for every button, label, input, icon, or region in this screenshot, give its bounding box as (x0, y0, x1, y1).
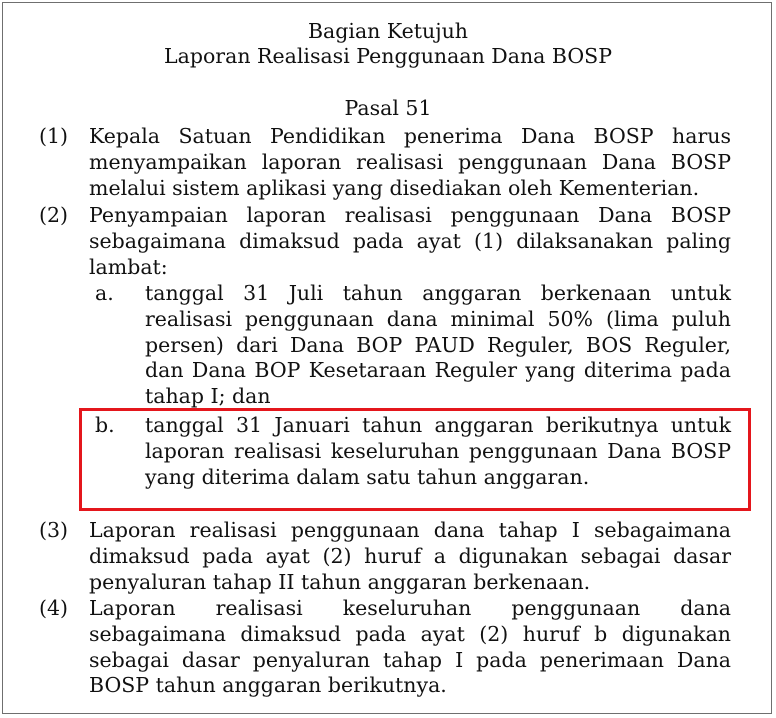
clause-2b-letter: b. (95, 413, 115, 437)
clause-2b-text: tanggal 31 Januari tahun anggaran berikutnya untuk laporan realisasi keseluruhan penggunaan Dana BOSP yang diterima dalam satu tahun anggaran. (145, 413, 731, 489)
clause-3-number: (3) (39, 518, 69, 542)
clause-4-text: Laporan realisasi keseluruhan penggunaan dana sebagaimana dimaksud pada ayat (2) huruf b digunakan sebagai dasar penyaluran tahap I pada penerimaan Dana BOSP tahun anggaran berikutnya. (89, 596, 731, 698)
clause-2a-text: tanggal 31 Juli tahun anggaran berkenaan untuk realisasi penggunaan dana minimal 50% (lima puluh persen) dari Dana BOP PAUD Reguler, BOS Reguler, dan Dana BOP Kesetaraan Reguler yang diterima pada tahap I; dan (145, 281, 731, 409)
clause-4-number: (4) (39, 596, 69, 620)
clause-1-number: (1) (39, 124, 69, 148)
clause-1-text: Kepala Satuan Pendidikan penerima Dana BOSP harus menyampaikan laporan realisasi penggunaan Dana BOSP melalui sistem aplikasi yang disediakan oleh Kementerian. (89, 124, 731, 200)
article-heading: Pasal 51 (344, 96, 432, 120)
section-title: Bagian Ketujuh (307, 19, 468, 43)
clause-3-text: Laporan realisasi penggunaan dana tahap I sebagaimana dimaksud pada ayat (2) huruf a digunakan sebagai dasar penyaluran tahap II tahun anggaran berkenaan. (89, 518, 731, 594)
clause-2-text: Penyampaian laporan realisasi penggunaan Dana BOSP sebagaimana dimaksud pada ayat (1) dilaksanakan paling lambat: (89, 203, 731, 279)
clause-2a-letter: a. (95, 281, 114, 305)
section-subtitle: Laporan Realisasi Penggunaan Dana BOSP (164, 44, 612, 68)
clause-2-number: (2) (39, 203, 69, 227)
document-page (2, 2, 772, 714)
